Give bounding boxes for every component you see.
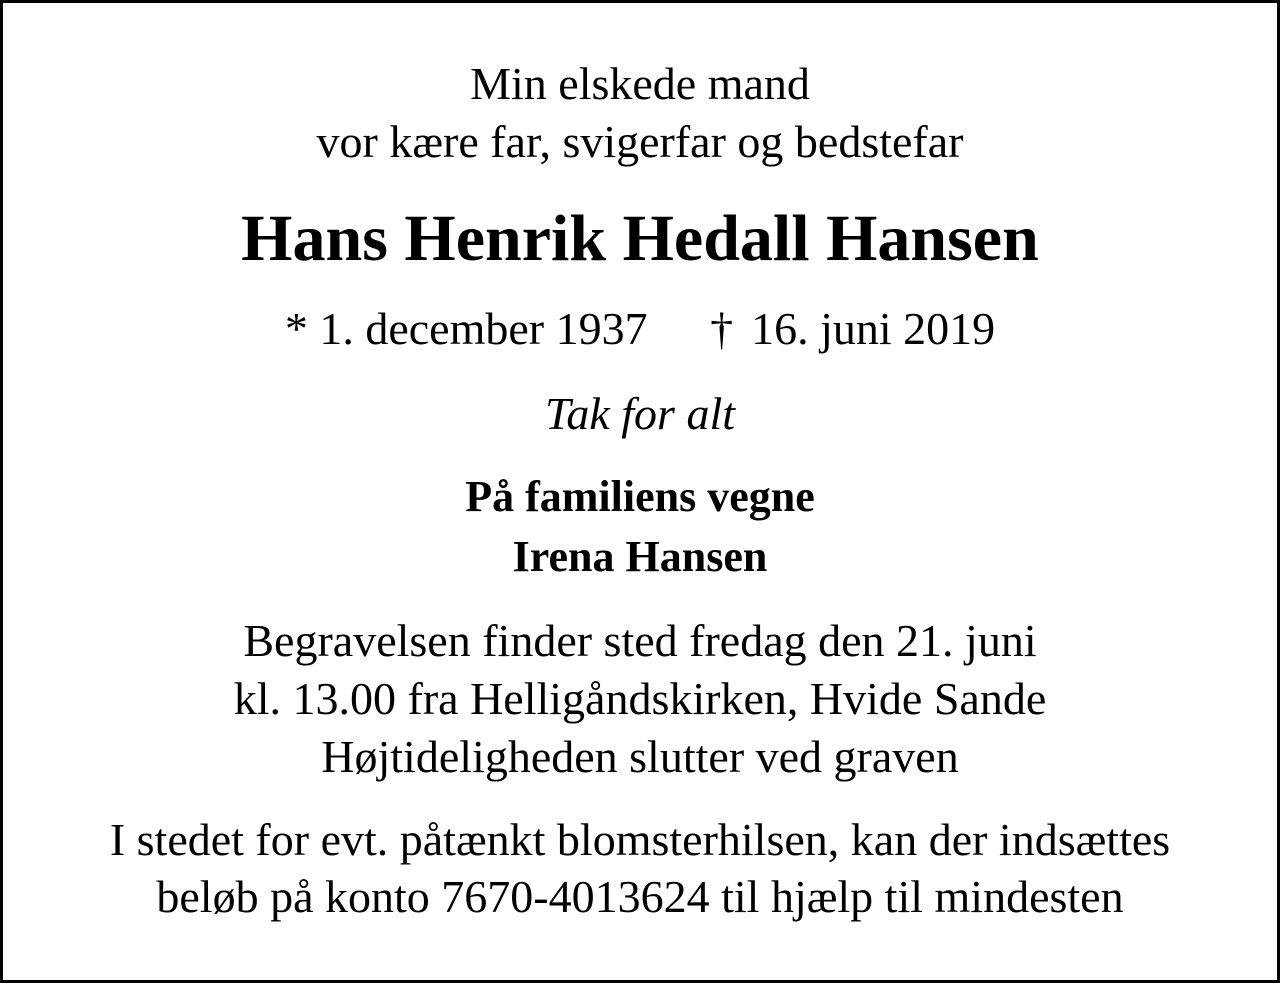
funeral-line-2: kl. 13.00 fra Helligåndskirken, Hvide Sande <box>233 673 1047 724</box>
funeral-line-3: Højtideligheden slutter ved graven <box>321 731 959 782</box>
death-symbol: † <box>710 303 734 354</box>
deceased-name: Hans Henrik Hedall Hansen <box>241 202 1039 275</box>
tagline: Tak for alt <box>544 388 736 439</box>
intro-line-2: vor kære far, svigerfar og bedstefar <box>316 116 964 167</box>
donation-line-2: beløb på konto 7670-4013624 til hjælp til mindesten <box>156 871 1124 922</box>
birth-date: 1. december 1937 <box>319 303 648 354</box>
death-date: 16. juni 2019 <box>751 303 996 354</box>
funeral-line-1: Begravelsen finder sted fredag den 21. juni <box>243 615 1037 666</box>
signed-by-line-1: På familiens vegne <box>465 472 815 521</box>
donation-line-1: I stedet for evt. påtænkt blomsterhilsen, kan der indsættes <box>109 814 1171 865</box>
life-dates <box>3 304 1277 355</box>
birth-symbol: * <box>284 303 308 354</box>
signed-by-line-2: Irena Hansen <box>512 532 768 581</box>
intro-line-1: Min elskede mand <box>470 58 810 109</box>
